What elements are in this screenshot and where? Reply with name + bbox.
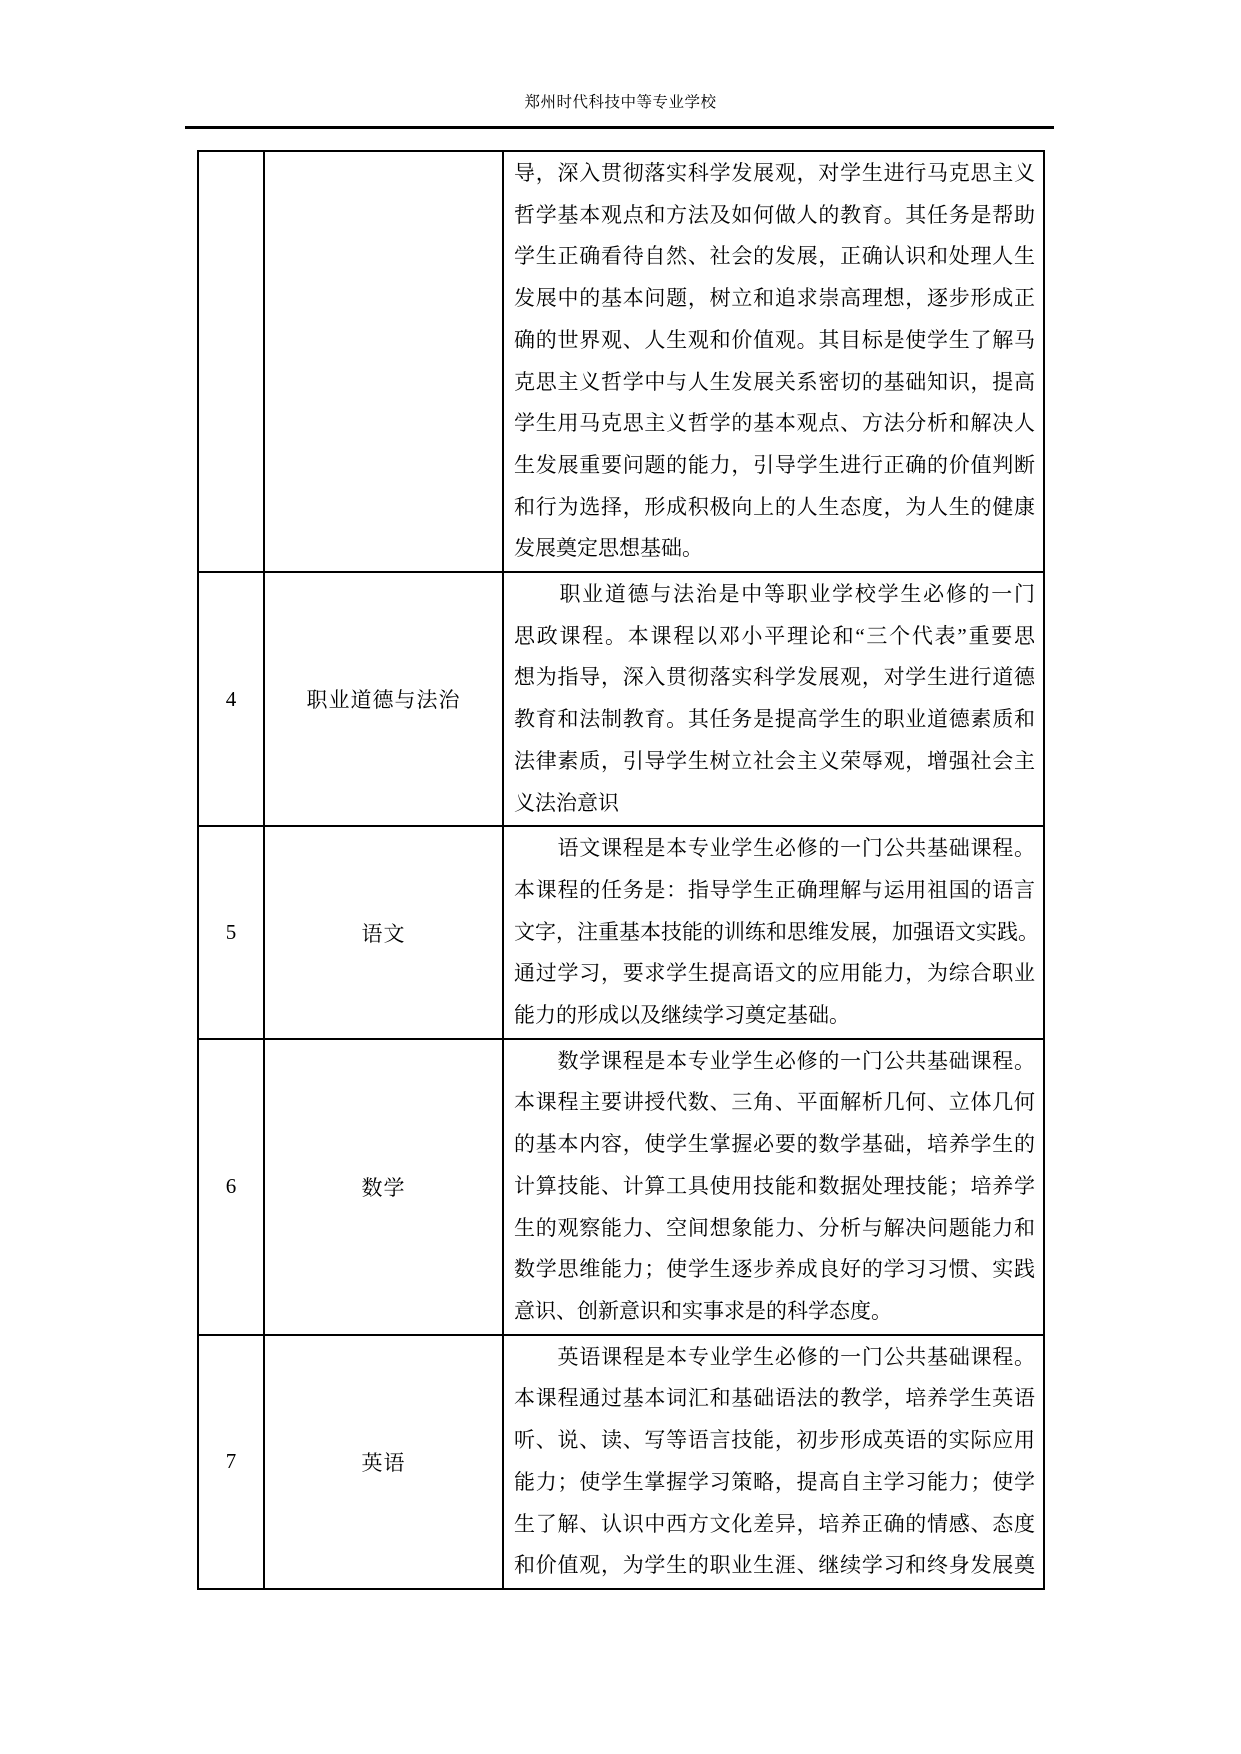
description-line: 英语课程是本专业学生必修的一门公共基础课程。 <box>514 1344 1035 1369</box>
course-name-cell <box>264 151 503 572</box>
description-line: 的基本内容，使学生掌握必要的数学基础，培养学生的 <box>514 1132 1035 1157</box>
table-row <box>198 826 1044 1039</box>
course-name-cell: 英语 <box>264 1335 503 1589</box>
description-line: 语文课程是本专业学生必修的一门公共基础课程。 <box>514 836 1035 861</box>
description-line: 意识、创新意识和实事求是的科学态度。 <box>514 1298 892 1323</box>
table-row <box>198 151 1044 572</box>
course-description-cell <box>503 1039 1044 1335</box>
table-body <box>198 151 1044 1589</box>
course-description-cell <box>503 151 1044 572</box>
course-description-cell <box>503 572 1044 826</box>
row-number-cell: 5 <box>198 826 264 1039</box>
description-line: 通过学习，要求学生提高语文的应用能力，为综合职业 <box>514 961 1035 986</box>
description-line: 义法治意识 <box>514 790 619 815</box>
row-number-cell: 7 <box>198 1335 264 1589</box>
curriculum-table <box>197 150 1045 1590</box>
description-line: 导，深入贯彻落实科学发展观，对学生进行马克思主义 <box>514 161 1035 185</box>
row-number-cell <box>198 151 264 572</box>
description-line: 能力的形成以及继续学习奠定基础。 <box>514 1003 850 1028</box>
table-container <box>197 150 1045 1590</box>
description-line: 学生用马克思主义哲学的基本观点、方法分析和解决人 <box>514 411 1035 436</box>
row-number-cell: 6 <box>198 1039 264 1335</box>
course-name-cell: 数学 <box>264 1039 503 1335</box>
table-row <box>198 572 1044 826</box>
description-line: 发展奠定思想基础。 <box>514 536 703 561</box>
description-line: 能力；使学生掌握学习策略，提高自主学习能力；使学 <box>514 1469 1035 1494</box>
table-row <box>198 1039 1044 1335</box>
page-header-title: 郑州时代科技中等专业学校 <box>524 94 717 111</box>
description-line: 职业道德与法治是中等职业学校学生必修的一门 <box>514 582 1035 607</box>
row-number-cell: 4 <box>198 572 264 826</box>
description-line: 想为指导，深入贯彻落实科学发展观，对学生进行道德 <box>514 665 1035 690</box>
description-line: 文字，注重基本技能的训练和思维发展，加强语文实践。 <box>514 919 1039 944</box>
course-name-cell: 语文 <box>264 826 503 1039</box>
description-line: 本课程通过基本词汇和基础语法的教学，培养学生英语 <box>514 1386 1035 1411</box>
description-line: 学生正确看待自然、社会的发展，正确认识和处理人生 <box>514 244 1035 269</box>
header-rule <box>185 126 1054 129</box>
description-line: 听、说、读、写等语言技能，初步形成英语的实际应用 <box>514 1428 1035 1453</box>
description-line: 数学思维能力；使学生逐步养成良好的学习习惯、实践 <box>514 1257 1035 1282</box>
description-line: 确的世界观、人生观和价值观。其目标是使学生了解马 <box>514 327 1035 352</box>
description-line: 计算技能、计算工具使用技能和数据处理技能；培养学 <box>514 1173 1035 1198</box>
description-line: 教育和法制教育。其任务是提高学生的职业道德素质和 <box>514 707 1035 732</box>
description-line: 生发展重要问题的能力，引导学生进行正确的价值判断 <box>514 452 1035 477</box>
description-line: 和行为选择，形成积极向上的人生态度，为人生的健康 <box>514 494 1035 519</box>
course-name-cell: 职业道德与法治 <box>264 572 503 826</box>
description-line: 本课程的任务是：指导学生正确理解与运用祖国的语言 <box>514 877 1035 902</box>
description-line: 数学课程是本专业学生必修的一门公共基础课程。 <box>514 1048 1035 1073</box>
description-line: 克思主义哲学中与人生发展关系密切的基础知识，提高 <box>514 369 1035 394</box>
description-line: 思政课程。本课程以邓小平理论和“三个代表”重要思 <box>514 623 1035 648</box>
description-line: 和价值观，为学生的职业生涯、继续学习和终身发展奠 <box>514 1553 1035 1578</box>
description-line: 本课程主要讲授代数、三角、平面解析几何、立体几何 <box>514 1090 1035 1115</box>
course-description-cell <box>503 1335 1044 1589</box>
description-line: 生了解、认识中西方文化差异，培养正确的情感、态度 <box>514 1511 1035 1536</box>
description-line: 法律素质，引导学生树立社会主义荣辱观，增强社会主 <box>514 748 1035 773</box>
table-row <box>198 1335 1044 1589</box>
description-line: 生的观察能力、空间想象能力、分析与解决问题能力和 <box>514 1215 1035 1240</box>
description-line: 哲学基本观点和方法及如何做人的教育。其任务是帮助 <box>514 202 1035 227</box>
course-description-cell <box>503 826 1044 1039</box>
description-line: 发展中的基本问题，树立和追求崇高理想，逐步形成正 <box>514 286 1035 311</box>
